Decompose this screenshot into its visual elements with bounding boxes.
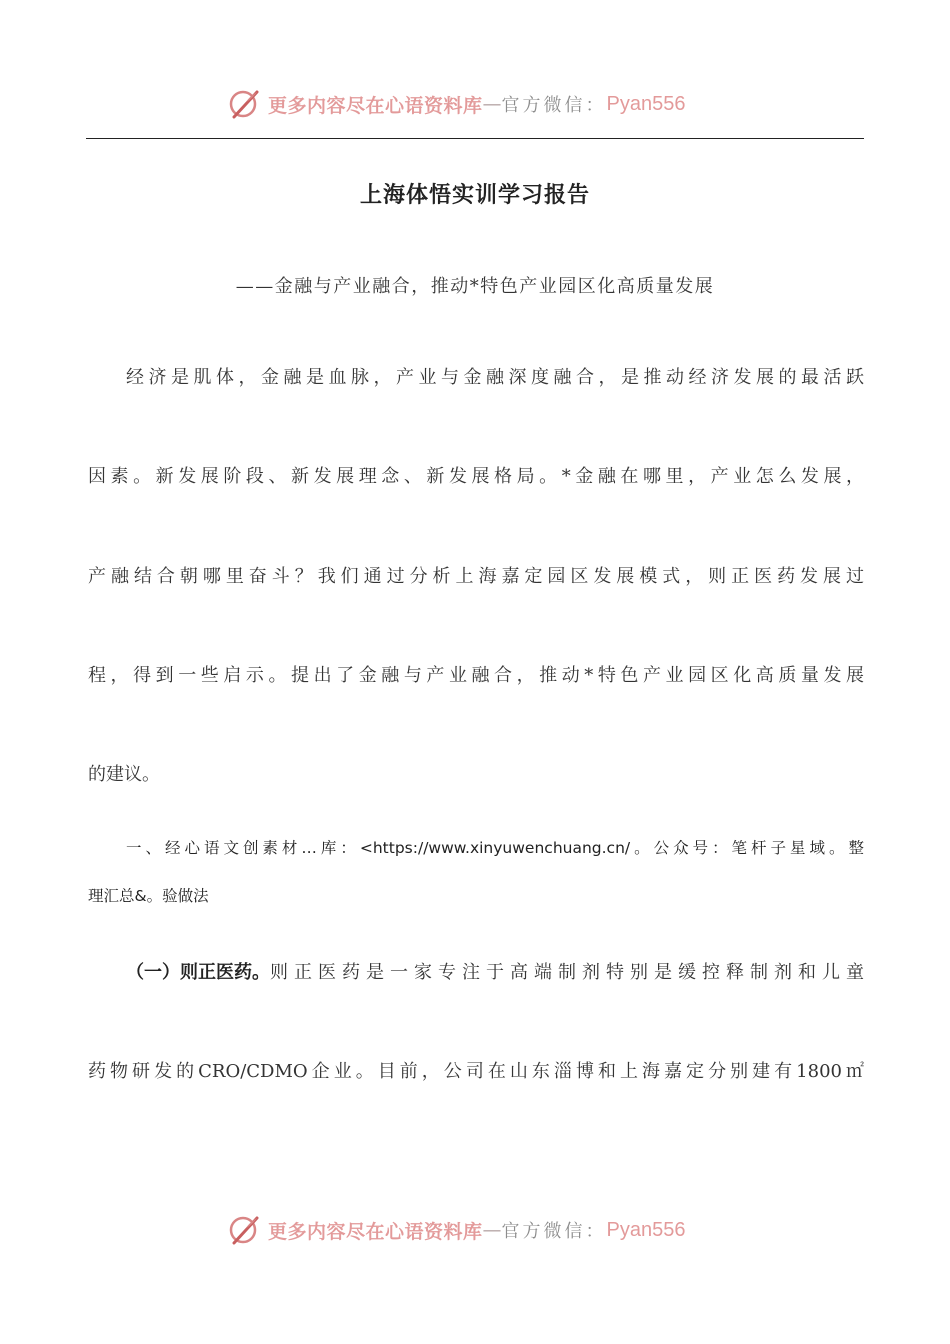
document-subtitle: ——金融与产业融合，推动*特色产业园区化高质量发展 — [235, 276, 715, 297]
header-divider — [86, 138, 864, 139]
quill-logo-icon — [228, 87, 262, 121]
quill-logo-icon — [228, 1213, 262, 1247]
paragraph-line: 经济是肌体，金融是血脉，产业与金融深度融合，是推动经济发展的最活跃 — [126, 367, 864, 388]
watermark-brand: 更多内容尽在心语资料库 — [268, 1220, 483, 1243]
paragraph-line: 产融结合朝哪里奋斗？我们通过分析上海嘉定园区发展模式，则正医药发展过 — [88, 566, 864, 587]
subsection-first-line — [126, 958, 864, 984]
watermark-label: 官方微信： — [501, 1221, 607, 1242]
watermark-wechat-id: Pyan556 — [606, 1218, 686, 1241]
subsection-text: 则正医药是一家专注于高端制剂特别是缓控释制剂和儿童 — [270, 962, 864, 983]
section-heading-line: 理汇总&。验做法 — [88, 887, 209, 905]
watermark-wechat-id: Pyan556 — [606, 92, 686, 115]
subsection-heading: （一）则正医药。 — [126, 962, 270, 983]
paragraph-line: 因素。新发展阶段、新发展理念、新发展格局。*金融在哪里，产业怎么发展， — [88, 466, 864, 487]
paragraph-line: 的建议。 — [88, 764, 160, 785]
watermark-banner-bottom — [0, 1210, 950, 1250]
watermark-brand: 更多内容尽在心语资料库 — [268, 94, 483, 117]
watermark-banner-top — [0, 84, 950, 124]
paragraph-line: 药物研发的CRO/CDMO企业。目前，公司在山东淄博和上海嘉定分别建有1800㎡ — [88, 1061, 864, 1082]
paragraph-line: 程，得到一些启示。提出了金融与产业融合，推动*特色产业园区化高质量发展 — [88, 665, 864, 686]
watermark-separator: — — [482, 1219, 502, 1241]
document-title: 上海体悟实训学习报告 — [359, 183, 590, 208]
watermark-label: 官方微信： — [501, 95, 607, 116]
watermark-separator: — — [482, 93, 502, 115]
section-heading-line: 一、经心语文创素材…库：<https://www.xinyuwenchuang.cn/。公众号：笔杆子星域。整 — [126, 839, 864, 857]
